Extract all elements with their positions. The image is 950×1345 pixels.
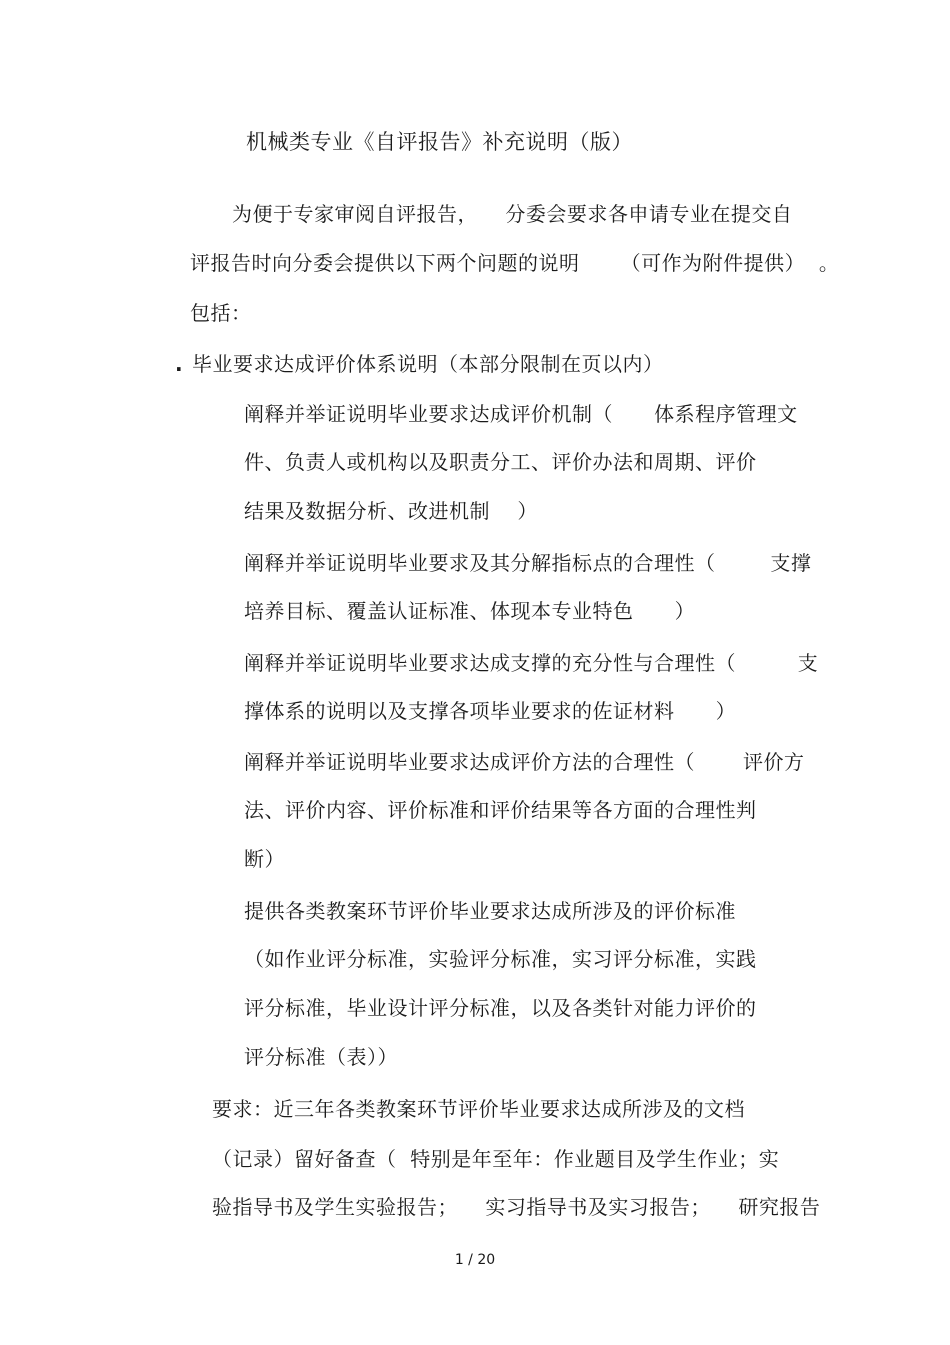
list-item-line: 撑体系的说明以及支撑各项毕业要求的佐证材料 ） [244, 699, 737, 723]
list-item-line: 件、负责人或机构以及职责分工、评价办法和周期、评价 [244, 450, 757, 474]
list-item-line: 评分标准，毕业设计评分标准，以及各类针对能力评价的 [244, 996, 757, 1020]
list-item-line: 断） [244, 847, 285, 871]
page-number: 1 / 20 [454, 1252, 496, 1268]
list-item-line: 阐释并举证说明毕业要求及其分解指标点的合理性（ 支撑 [244, 551, 812, 575]
section-bullet: . [175, 352, 184, 376]
list-item-line: 结果及数据分析、改进机制 ） [244, 499, 538, 523]
list-item-line: 提供各类教案环节评价毕业要求达成所涉及的评价标准 [244, 899, 736, 923]
section-heading: 毕业要求达成评价体系说明（本部分限制在页以内） [192, 352, 664, 376]
list-item-line: 阐释并举证说明毕业要求达成评价方法的合理性（ 评价方 [244, 750, 805, 774]
list-item-line: 阐释并举证说明毕业要求达成支撑的充分性与合理性（ 支 [244, 651, 819, 675]
requirement-line: 验指导书及学生实验报告； 实习指导书及实习报告； 研究报告 [212, 1195, 821, 1219]
document-title: 机械类专业《自评报告》补充说明（版） [246, 130, 633, 154]
list-item-line: 法、评价内容、评价标准和评价结果等各方面的合理性判 [244, 798, 757, 822]
intro-line: 包括： [190, 301, 252, 325]
intro-line: 评报告时向分委会提供以下两个问题的说明 （可作为附件提供） 。 [190, 251, 840, 275]
list-item-line: 培养目标、覆盖认证标准、体现本专业特色 ） [244, 599, 696, 623]
requirement-line: （记录）留好备查（ 特别是年至年：作业题目及学生作业；实 [212, 1147, 780, 1171]
intro-line: 为便于专家审阅自评报告， 分委会要求各申请专业在提交自 [232, 202, 793, 226]
requirement-line: 要求：近三年各类教案环节评价毕业要求达成所涉及的文档 [212, 1097, 745, 1121]
list-item-line: 评分标准（表）） [244, 1045, 398, 1069]
list-item-line: （如作业评分标准，实验评分标准，实习评分标准，实践 [244, 947, 757, 971]
list-item-line: 阐释并举证说明毕业要求达成评价机制（ 体系程序管理文 [244, 402, 798, 426]
